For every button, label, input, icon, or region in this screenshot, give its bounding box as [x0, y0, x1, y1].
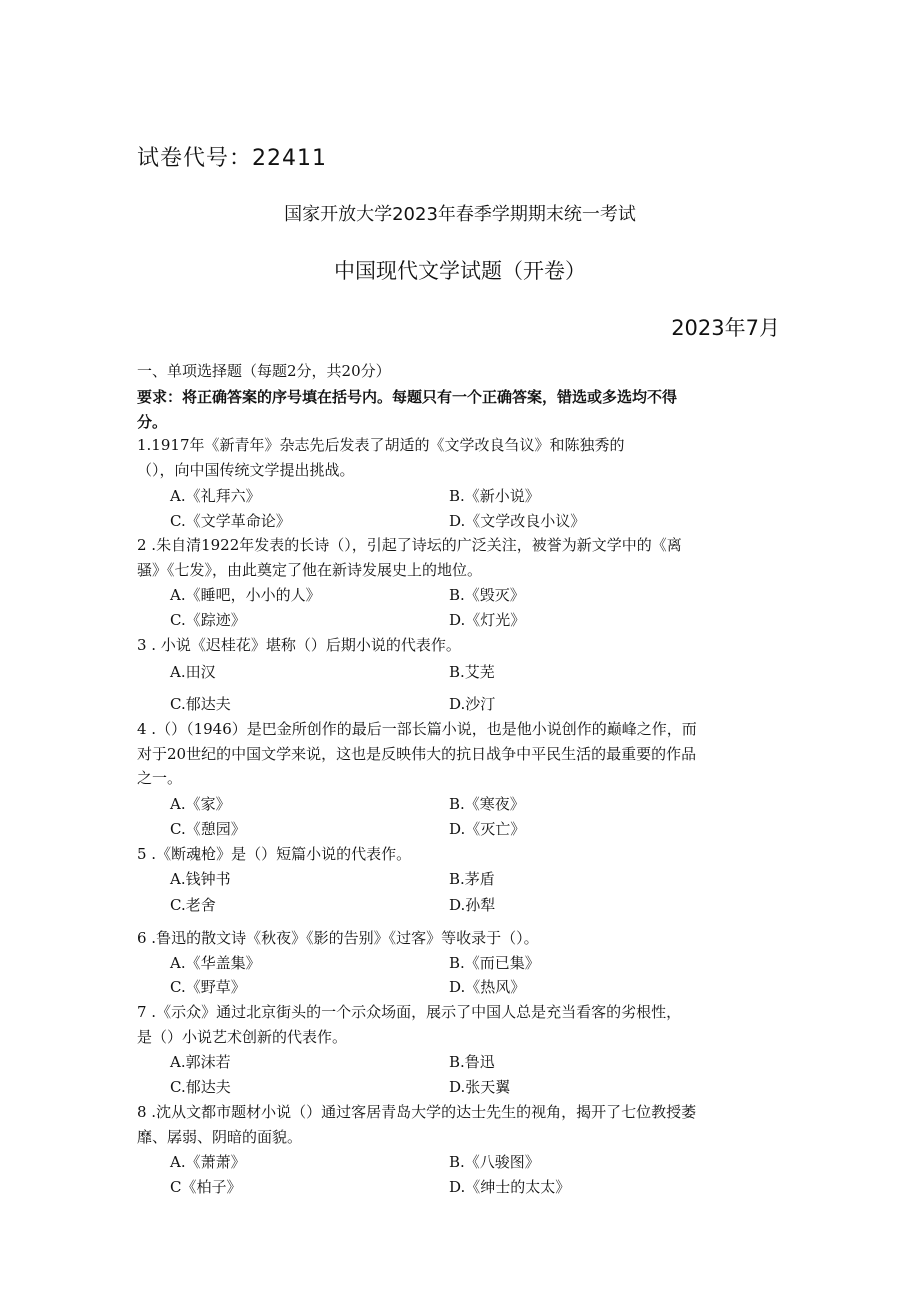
option-b: B.《寒夜》: [449, 795, 525, 813]
exam-code: 试卷代号：22411: [137, 146, 327, 171]
question-text: 7 .《示众》通过北京街头的一个示众场面，展示了中国人总是充当看客的劣根性，: [137, 1003, 682, 1021]
question-text: 1.1917年《新青年》杂志先后发表了胡适的《文学改良刍议》和陈独秀的: [137, 436, 625, 454]
question-text: （），向中国传统文学提出挑战。: [137, 461, 355, 479]
option-b: B.《新小说》: [449, 487, 540, 505]
option-c: C《柏子》: [170, 1178, 242, 1196]
option-d: D.沙汀: [449, 695, 496, 713]
question-text: 5 .《断魂枪》是（）短篇小说的代表作。: [137, 845, 412, 863]
question-text: 对于20世纪的中国文学来说，这也是反映伟大的抗日战争中平民生活的最重要的作品: [137, 745, 697, 763]
exam-title: 国家开放大学2023年春季学期期末统一考试: [284, 204, 636, 225]
option-a: A.《家》: [170, 795, 231, 813]
option-b: B.《毁灭》: [449, 586, 525, 604]
option-d: D.《热风》: [449, 978, 526, 996]
option-d: D.孙犁: [449, 896, 496, 914]
option-d: D.《绅士的太太》: [449, 1178, 571, 1196]
question-text: 之一。: [137, 769, 183, 787]
question-text: 是（）小说艺术创新的代表作。: [137, 1028, 348, 1046]
question-text: 骚》《七发》，由此奠定了他在新诗发展史上的地位。: [137, 561, 483, 579]
option-b: B.《而已集》: [449, 954, 540, 972]
option-d: D.《灯光》: [449, 611, 526, 629]
option-a: A.《睡吧，小小的人》: [170, 586, 321, 604]
option-b: B.鲁迅: [449, 1053, 495, 1071]
option-b: B.茅盾: [449, 870, 495, 888]
option-b: B.艾芜: [449, 663, 495, 681]
option-a: A.《礼拜六》: [170, 487, 261, 505]
question-text: 4 .（）（1946）是巴金所创作的最后一部长篇小说，也是他小说创作的巅峰之作，而: [137, 720, 697, 738]
question-text: 靡、孱弱、阴暗的面貌。: [137, 1128, 303, 1146]
option-a: A.郭沫若: [170, 1053, 231, 1071]
option-c: C.老舍: [170, 896, 216, 914]
exam-date: 2023年7月: [671, 316, 780, 340]
question-text: 2 .朱自清1922年发表的长诗（），引起了诗坛的广泛关注，被誉为新文学中的《离: [137, 536, 682, 554]
requirement-line: 要求：将正确答案的序号填在括号内。每题只有一个正确答案，错选或多选均不得: [137, 388, 678, 406]
option-d: D.《文学改良小议》: [449, 512, 586, 530]
option-c: C.《憩园》: [170, 820, 246, 838]
option-b: B.《八骏图》: [449, 1153, 540, 1171]
option-c: C.《踪迹》: [170, 611, 246, 629]
section-heading: 一、单项选择题（每题2分，共20分）: [137, 362, 391, 380]
option-c: C.郁达夫: [170, 695, 231, 713]
question-text: 6 .鲁迅的散文诗《秋夜》《影的告别》《过客》等收录于（）。: [137, 929, 539, 947]
option-a: A.《萧萧》: [170, 1153, 246, 1171]
question-text: 8 .沈从文都市题材小说（）通过客居青岛大学的达士先生的视角，揭开了七位教授萎: [137, 1103, 697, 1121]
option-d: D.张天翼: [449, 1078, 511, 1096]
option-a: A.田汉: [170, 663, 216, 681]
option-c: C.《野草》: [170, 978, 246, 996]
subject-title: 中国现代文学试题（开卷）: [334, 259, 586, 283]
requirement-line: 分。: [137, 413, 168, 431]
option-d: D.《灭亡》: [449, 820, 526, 838]
option-a: A.钱钟书: [170, 870, 231, 888]
question-text: 3 . 小说《迟桂花》堪称（）后期小说的代表作。: [137, 636, 461, 654]
option-c: C.郁达夫: [170, 1078, 231, 1096]
option-a: A.《华盖集》: [170, 954, 261, 972]
option-c: C.《文学革命论》: [170, 512, 291, 530]
